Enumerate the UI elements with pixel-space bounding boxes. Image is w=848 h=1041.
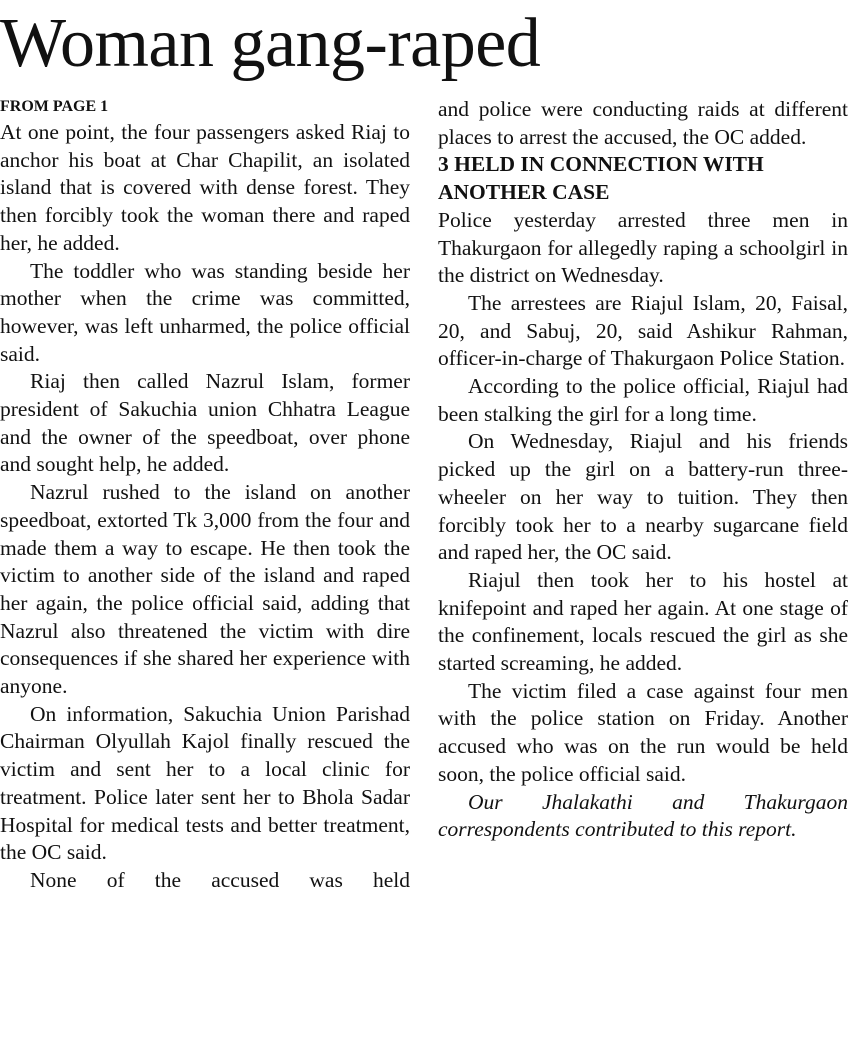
paragraph: Police yesterday arrested three men in Thakurgaon for allegedly raping a schoolgirl in the district on Wednesday. [438,207,848,288]
paragraph: On information, Sakuchia Union Parishad Chairman Olyullah Kajol finally rescued the victim and sent her to a local clinic for treatment. Police later sent her to Bhola Sadar Hospital for medical tests and better treatment, the OC said. [0,701,410,865]
paragraph: At one point, the four passengers asked Riaj to anchor his boat at Char Chapilit, an isolated island that is covered with dense forest. They then forcibly took the woman there and raped her, he added. [0,120,410,255]
paragraph: The toddler who was standing beside her mother when the crime was committed, however, was left unharmed, the police official said. [0,258,410,366]
kicker: FROM PAGE 1 [0,98,109,115]
paragraph: The arrestees are Riajul Islam, 20, Faisal, 20, and Sabuj, 20, said Ashikur Rahman, officer-in-charge of Thakurgaon Police Station. [438,290,848,371]
paragraph: Riaj then called Nazrul Islam, former president of Sakuchia union Chhatra League and the owner of the speedboat, over phone and sought help, he added. [0,369,410,477]
article-column-left [0,96,410,895]
paragraph: Nazrul rushed to the island on another speedboat, extorted Tk 3,000 from the four and made them a way to escape. He then took the victim to another side of the island and raped her again, the police official said, adding that Nazrul also threatened the victim with dire consequences if she shared her experience with anyone. [0,480,410,699]
headline: Woman gang-raped [0,5,541,82]
paragraph: Riajul then took her to his hostel at knifepoint and raped her again. At one stage of the confinement, locals rescued the girl as she started screaming, he added. [438,567,848,676]
paragraph: The victim filed a case against four men with the police station on Friday. Another accused who was on the run would be held soon, the police official said. [438,678,848,786]
article-column-right [438,96,848,844]
paragraph: According to the police official, Riajul had been stalking the girl for a long time. [438,374,848,426]
correspondent-credit: Our Jhalakathi and Thakurgaon correspondents contributed to this report. [438,789,848,842]
paragraph: On Wednesday, Riajul and his friends picked up the girl on a battery-run three-wheeler on her way to tuition. They then forcibly took her to a nearby sugarcane field and raped her, the OC said. [438,429,848,565]
subhead: 3 HELD IN CONNECTION WITH ANOTHER CASE [438,152,764,205]
paragraph: None of the accused was held [30,867,410,892]
continuation-paragraph: and police were conducting raids at different places to arrest the accused, the OC added. [438,97,848,149]
